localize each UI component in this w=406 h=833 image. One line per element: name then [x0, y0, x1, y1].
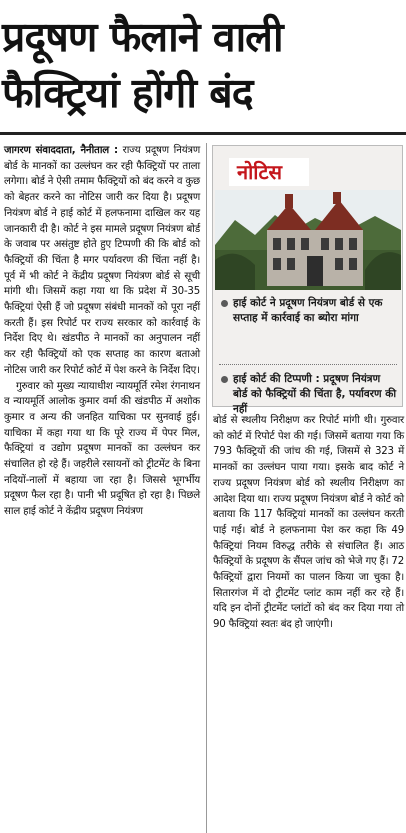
- headline-rule: [0, 132, 406, 135]
- article-paragraph: [4, 143, 200, 379]
- column-divider: [206, 143, 207, 833]
- notice-title: नोटिस: [237, 160, 283, 184]
- notice-bullet: [221, 296, 397, 326]
- headline-line-1: प्रदूषण फैलाने वाली: [2, 13, 283, 61]
- article-paragraph: गुरुवार को मुख्य न्यायाधीश न्यायमूर्ति रमेश रंगनाथन व न्यायमूर्ति आलोक कुमार वर्मा की खंडपीठ में अशोक कुमार व अन्य की जनहित याचिका पर सुनवाई हुई। याचिका में कहा गया था कि पूरे राज्य में पेपर मिल, फैक्ट्रियां व उद्योग प्रदूषण मानकों का उल्लंघन कर संचालित हो रहे हैं। जहरीले रसायनों को ट्रीटमेंट के बिना नदियों-नालों में बहाया जा रहा है। जिससे भूगर्भीय प्रदूषण फैल रहा है। पानी भी प्रदूषित हो रहा है। पिछले साल हाई कोर्ट ने केंद्रीय प्रदूषण नियंत्रण: [4, 380, 200, 518]
- building-photo: [215, 190, 401, 290]
- notice-bullet: [221, 372, 397, 417]
- headline-line-2: फैक्ट्रियां होंगी बंद: [2, 69, 253, 117]
- bullet-icon: [221, 376, 228, 383]
- article-column-left: [4, 143, 200, 520]
- notice-box: [212, 145, 403, 415]
- notice-bullet-text: हाई कोर्ट की टिप्पणी : प्रदूषण नियंत्रण बोर्ड को फैक्ट्रियों की चिंता है, पर्यावरण की नहीं: [233, 373, 397, 415]
- bullet-icon: [221, 300, 228, 307]
- article-column-right: [213, 413, 404, 633]
- byline: जागरण संवाददाता, नैनीताल :: [4, 145, 118, 156]
- bullet-separator: [219, 364, 397, 365]
- article-paragraph: बोर्ड से स्थलीय निरीक्षण कर रिपोर्ट मांगी थी। गुरुवार को कोर्ट में रिपोर्ट पेश की गई। जिसमें बताया गया कि 793 फैक्ट्रियों की जांच की गई, जिसमें से 323 में मानकों का उल्लंघन पाया गया। इसके बाद कोर्ट ने राज्य प्रदूषण नियंत्रण बोर्ड को स्थलीय निरीक्षण का आदेश दिया था। राज्य प्रदूषण नियंत्रण बोर्ड ने कोर्ट को बताया कि 117 फैक्ट्रियां मानकों का उल्लंघन करती पाई गई। बोर्ड ने हलफनामा पेश कर कहा कि 49 फैक्ट्रियां नियम विरुद्ध तरीके से संचालित हैं। आठ फैक्ट्रियों के प्रदूषण के सैंपल जांच को भेजे गए हैं। 72 फैक्ट्रियों द्वारा नियमों का पालन किया जा चुका है। सितारगंज में दो ट्रीटमेंट प्लांट काम नहीं कर रहे हैं। यदि इन दोनों ट्रीटमेंट प्लांटों को बंद कर दिया गया तो 90 फैक्ट्रियां स्वतः बंद हो जाएंगी।: [213, 415, 404, 631]
- paragraph-text: राज्य प्रदूषण नियंत्रण बोर्ड के मानकों का उल्लंघन कर रही फैक्ट्रियों पर ताला लगेगा। बोर्ड ने ऐसी तमाम फैक्ट्रियों को बंद करने व कुछ को बेहतर करने का नोटिस जारी कर दिया है। प्रदूषण नियंत्रण बोर्ड ने हाई कोर्ट में हलफनामा दाखिल कर यह जानकारी दी है। कोर्ट ने इस मामले प्रदूषण नियंत्रण बोर्ड के जवाब पर असंतुष्ट होते हुए टिप्पणी की कि बोर्ड को फैक्ट्रियों की चिंता है मगर पर्यावरण की चिंता नहीं है। पूर्व में भी कोर्ट ने केंद्रीय प्रदूषण नियंत्रण बोर्ड से सूची मांगी थी। जिसमें कहा गया था कि प्रदेश में 30-35 फैक्ट्रियां ऐसी हैं जो प्रदूषण संबंधी मानकों को पूरा नहीं करती हैं। इस रिपोर्ट पर राज्य सरकार को कार्रवाई के निर्देश दिए थे। खंडपीठ ने मानकों का अनुपालन नहीं कर रही फैक्ट्रियों को एक सप्ताह का कारण बताओ नोटिस जारी कर रिपोर्ट कोर्ट में पेश करने के निर्देश दिए।: [4, 145, 200, 376]
- notice-bullet-text: हाई कोर्ट ने प्रदूषण नियंत्रण बोर्ड से एक सप्ताह में कार्रवाई का ब्योरा मांगा: [233, 297, 383, 324]
